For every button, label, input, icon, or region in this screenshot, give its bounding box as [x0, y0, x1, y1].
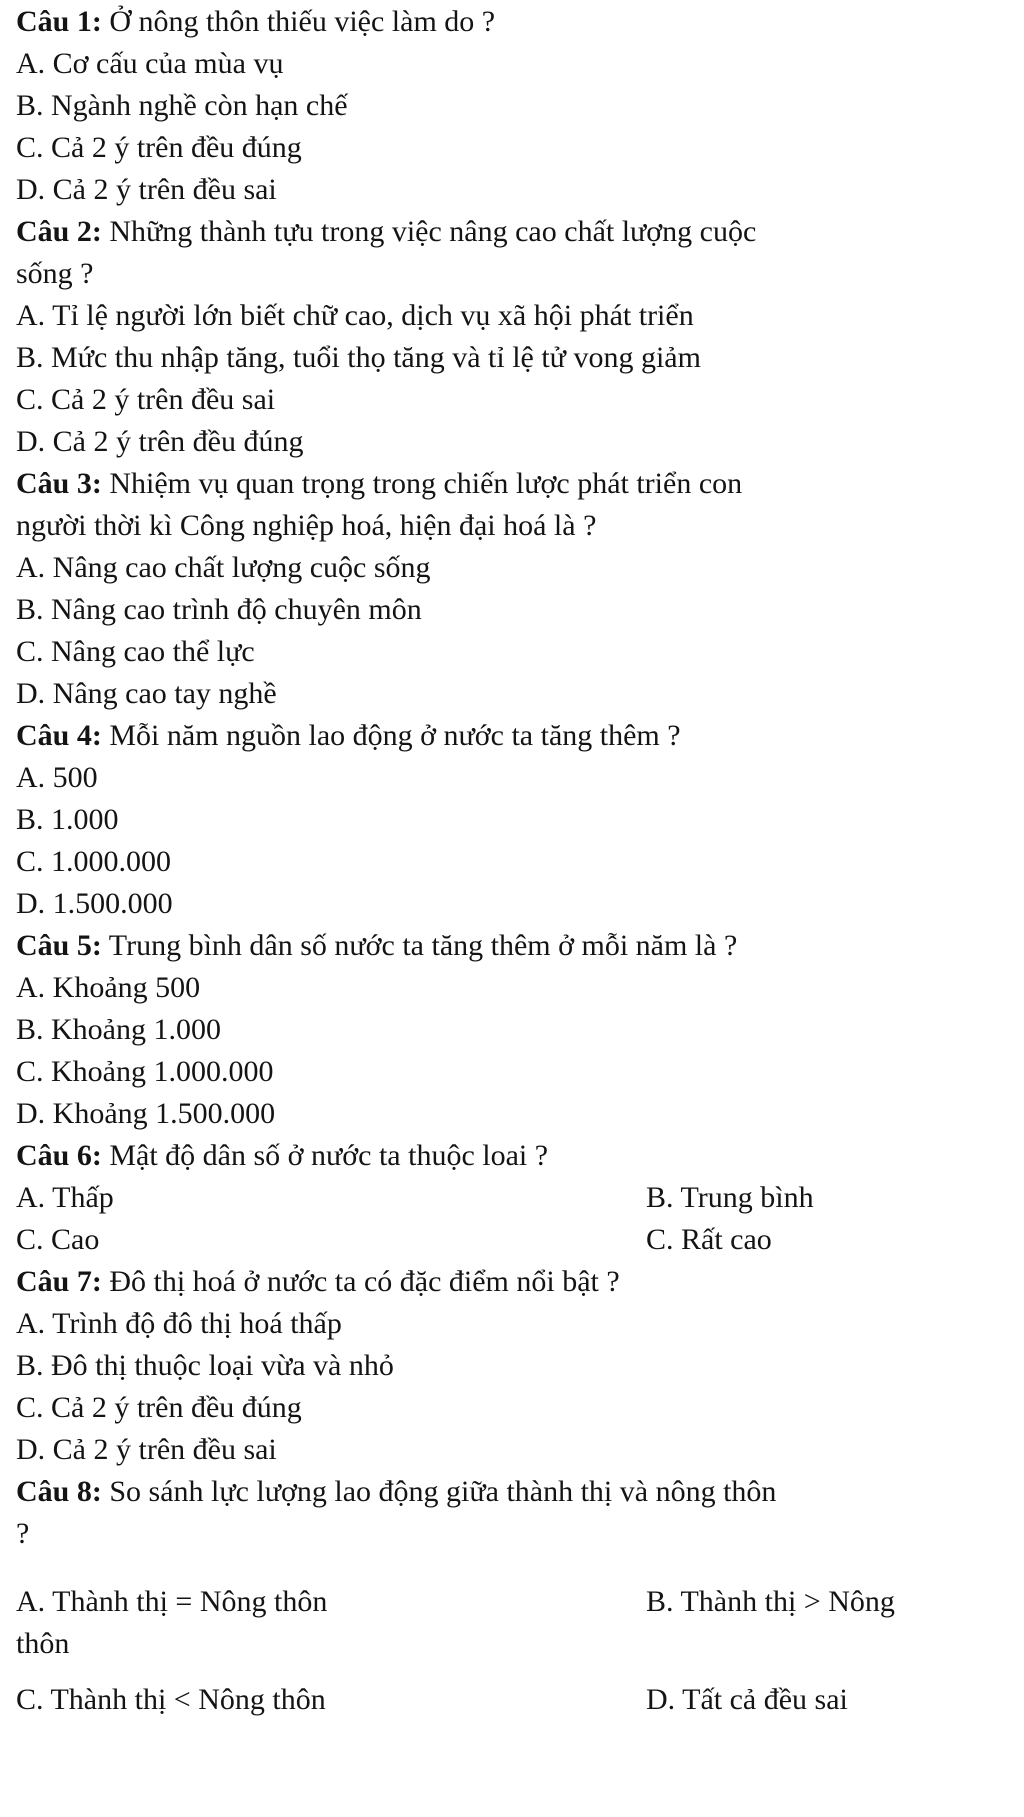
question-7: [16, 1262, 1006, 1302]
option-a: A. Nâng cao chất lượng cuộc sống: [16, 551, 431, 584]
option-b: B. Khoảng 1.000: [16, 1013, 221, 1046]
option-d: D. Nâng cao tay nghề: [16, 677, 277, 710]
question-2: [16, 212, 1006, 252]
question-text: So sánh lực lượng lao động giữa thành thị và nông thôn: [101, 1475, 777, 1508]
question-text: Mật độ dân số ở nước ta thuộc loai ?: [101, 1139, 549, 1172]
question-5: [16, 926, 1006, 966]
option-d: C. Rất cao: [646, 1223, 772, 1256]
question-text: Những thành tựu trong việc nâng cao chất lượng cuộc: [101, 215, 757, 248]
question-text: Đô thị hoá ở nước ta có đặc điểm nổi bật ?: [101, 1265, 620, 1298]
question-3: [16, 464, 1006, 504]
option-d: D. Cả 2 ý trên đều đúng: [16, 425, 304, 458]
option-a: A. Tỉ lệ người lớn biết chữ cao, dịch vụ xã hội phát triển: [16, 299, 694, 332]
option-c: C. Cả 2 ý trên đều đúng: [16, 131, 302, 164]
option-row: [16, 1680, 1006, 1720]
question-text: Mỗi năm nguồn lao động ở nước ta tăng thêm ?: [101, 719, 681, 752]
option-a: A. 500: [16, 761, 98, 794]
option-a: A. Khoảng 500: [16, 971, 201, 1004]
question-label: Câu 7:: [16, 1265, 102, 1298]
question-1: [16, 2, 1006, 42]
option-b: B. Ngành nghề còn hạn chế: [16, 89, 348, 122]
question-label: Câu 2:: [16, 215, 102, 248]
question-text-cont: người thời kì Công nghiệp hoá, hiện đại hoá là ?: [16, 509, 597, 542]
option-d: D. 1.500.000: [16, 887, 173, 920]
question-text: Nhiệm vụ quan trọng trong chiến lược phát triển con: [101, 467, 743, 500]
option-b: B. Nâng cao trình độ chuyên môn: [16, 593, 422, 626]
question-label: Câu 1:: [16, 5, 102, 38]
option-c: C. Cả 2 ý trên đều sai: [16, 383, 276, 416]
option-a: A. Trình độ đô thị hoá thấp: [16, 1307, 342, 1340]
option-c: C. Cao: [16, 1223, 100, 1256]
option-c: C. Nâng cao thể lực: [16, 635, 255, 668]
option-b-cont: thôn: [16, 1627, 70, 1660]
option-a: A. Cơ cấu của mùa vụ: [16, 47, 284, 80]
option-a: A. Thấp: [16, 1181, 114, 1214]
option-d: D. Tất cả đều sai: [646, 1683, 848, 1716]
option-d: D. Cả 2 ý trên đều sai: [16, 173, 277, 206]
question-8: [16, 1472, 1006, 1512]
option-b: B. 1.000: [16, 803, 119, 836]
option-row: [16, 1220, 1006, 1260]
option-row: [16, 1178, 1006, 1218]
option-c: C. Thành thị < Nông thôn: [16, 1683, 326, 1716]
question-text: Ở nông thôn thiếu việc làm do ?: [101, 5, 496, 38]
option-b: B. Trung bình: [646, 1181, 814, 1214]
question-text-cont: sống ?: [16, 257, 94, 290]
option-c: C. Khoảng 1.000.000: [16, 1055, 274, 1088]
question-text: Trung bình dân số nước ta tăng thêm ở mỗi năm là ?: [101, 929, 738, 962]
option-b: B. Đô thị thuộc loại vừa và nhỏ: [16, 1349, 394, 1382]
question-label: Câu 3:: [16, 467, 102, 500]
question-6: [16, 1136, 1006, 1176]
question-4: [16, 716, 1006, 756]
question-label: Câu 8:: [16, 1475, 102, 1508]
option-c: C. 1.000.000: [16, 845, 172, 878]
question-label: Câu 5:: [16, 929, 102, 962]
option-a: A. Thành thị = Nông thôn: [16, 1585, 328, 1618]
question-text-cont: ?: [16, 1517, 30, 1550]
option-d: D. Cả 2 ý trên đều sai: [16, 1433, 277, 1466]
option-b: B. Mức thu nhập tăng, tuổi thọ tăng và tỉ lệ tử vong giảm: [16, 341, 701, 374]
option-d: D. Khoảng 1.500.000: [16, 1097, 276, 1130]
question-label: Câu 6:: [16, 1139, 102, 1172]
question-label: Câu 4:: [16, 719, 102, 752]
option-row: [16, 1582, 1006, 1622]
option-b: B. Thành thị > Nông: [646, 1585, 895, 1618]
option-c: C. Cả 2 ý trên đều đúng: [16, 1391, 302, 1424]
